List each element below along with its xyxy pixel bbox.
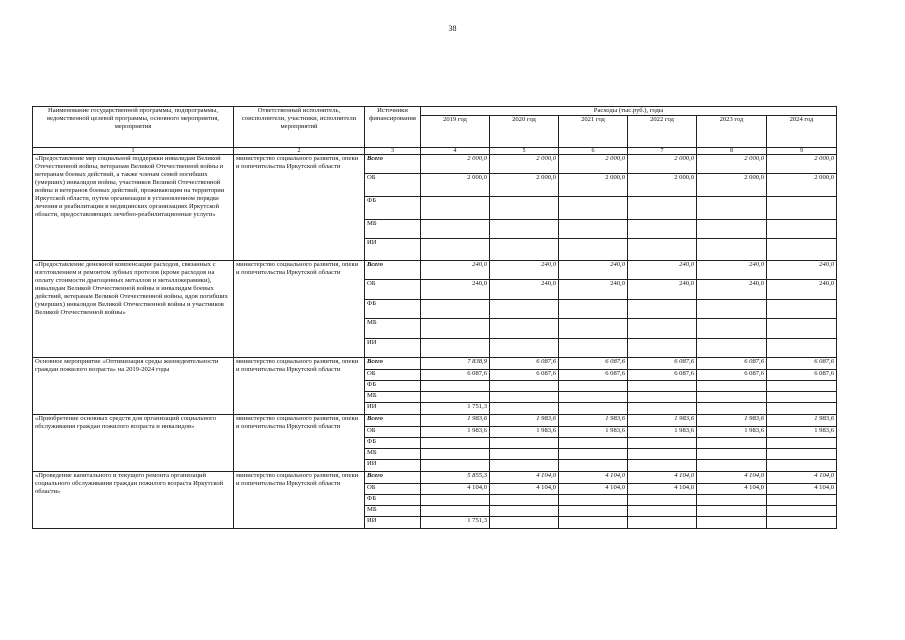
funding-source: МБ xyxy=(365,449,421,460)
funding-source: ФБ xyxy=(365,197,421,220)
expense-value xyxy=(767,339,837,358)
expense-value xyxy=(767,319,837,339)
funding-source: ОБ xyxy=(365,174,421,197)
executor: министерство социального развития, опеки и попечительства Иркутской области xyxy=(234,415,365,472)
column-number: 6 xyxy=(559,148,628,155)
expense-value xyxy=(559,460,628,472)
expense-value xyxy=(767,506,837,517)
expense-value: 4 104,0 xyxy=(697,472,767,484)
funding-source: Всего xyxy=(365,261,421,280)
expense-value: 6 087,6 xyxy=(421,370,490,381)
expense-value xyxy=(490,438,559,449)
table-row xyxy=(33,472,837,484)
expense-value: 240,0 xyxy=(697,261,767,280)
expense-value: 240,0 xyxy=(767,280,837,300)
expense-value xyxy=(421,381,490,392)
expense-value xyxy=(421,319,490,339)
funding-source: МБ xyxy=(365,319,421,339)
expense-value: 240,0 xyxy=(628,261,697,280)
expense-value xyxy=(628,197,697,220)
expense-value xyxy=(628,381,697,392)
funding-source: ФБ xyxy=(365,438,421,449)
expense-value: 6 087,6 xyxy=(767,370,837,381)
expense-value xyxy=(421,339,490,358)
column-number: 2 xyxy=(234,148,365,155)
expense-value xyxy=(767,392,837,403)
table-row xyxy=(33,358,837,370)
expense-value: 2 000,0 xyxy=(559,174,628,197)
header-year: 2020 год xyxy=(490,116,559,148)
expense-value xyxy=(767,460,837,472)
expense-value xyxy=(490,381,559,392)
expense-value: 1 983,6 xyxy=(697,415,767,427)
expense-value xyxy=(697,220,767,239)
header-year: 2019 год xyxy=(421,116,490,148)
expense-value xyxy=(490,449,559,460)
expense-value: 4 104,0 xyxy=(767,472,837,484)
expense-value: 240,0 xyxy=(628,280,697,300)
funding-source: Всего xyxy=(365,415,421,427)
funding-source: ИИ xyxy=(365,239,421,261)
funding-source: ОБ xyxy=(365,370,421,381)
expense-value: 4 104,0 xyxy=(628,472,697,484)
expense-value: 240,0 xyxy=(559,261,628,280)
expense-value: 1 983,6 xyxy=(767,415,837,427)
expense-value xyxy=(559,495,628,506)
funding-source: ФБ xyxy=(365,300,421,319)
funding-source: ИИ xyxy=(365,460,421,472)
funding-source: МБ xyxy=(365,392,421,403)
expense-value xyxy=(697,460,767,472)
expense-value xyxy=(490,339,559,358)
expense-value xyxy=(490,300,559,319)
header-year: 2021 год xyxy=(559,116,628,148)
expense-value xyxy=(628,392,697,403)
expense-value: 240,0 xyxy=(421,261,490,280)
expense-value xyxy=(490,392,559,403)
header-year: 2022 год xyxy=(628,116,697,148)
expense-value: 240,0 xyxy=(559,280,628,300)
expense-value xyxy=(490,506,559,517)
executor: министерство социального развития, опеки и попечительства Иркутской области xyxy=(234,358,365,415)
header-year: 2023 год xyxy=(697,116,767,148)
expense-value xyxy=(767,381,837,392)
expense-value xyxy=(628,495,697,506)
expense-value xyxy=(767,495,837,506)
expense-value xyxy=(697,438,767,449)
funding-source: МБ xyxy=(365,220,421,239)
expense-value xyxy=(421,449,490,460)
expense-value xyxy=(559,403,628,415)
header-source: Источники финансирования xyxy=(365,107,421,148)
expense-value: 6 087,6 xyxy=(490,370,559,381)
funding-source: Всего xyxy=(365,472,421,484)
expense-value xyxy=(421,438,490,449)
table-row xyxy=(33,415,837,427)
expense-value xyxy=(559,239,628,261)
expense-value xyxy=(559,392,628,403)
expense-value xyxy=(490,403,559,415)
column-number: 5 xyxy=(490,148,559,155)
funding-source: ИИ xyxy=(365,517,421,529)
expense-value xyxy=(421,495,490,506)
column-number: 4 xyxy=(421,148,490,155)
expense-value xyxy=(559,449,628,460)
expense-value xyxy=(767,438,837,449)
expense-value xyxy=(697,239,767,261)
table-body xyxy=(33,155,837,529)
expense-value: 4 104,0 xyxy=(490,484,559,495)
funding-source: ФБ xyxy=(365,381,421,392)
funding-source: ИИ xyxy=(365,403,421,415)
funding-source: ИИ xyxy=(365,339,421,358)
expense-value xyxy=(421,197,490,220)
expense-value: 4 104,0 xyxy=(628,484,697,495)
expense-value: 2 000,0 xyxy=(628,155,697,174)
expense-value xyxy=(628,506,697,517)
expense-value: 6 087,6 xyxy=(559,358,628,370)
expense-value: 4 104,0 xyxy=(490,472,559,484)
expense-value xyxy=(767,300,837,319)
expense-value: 2 000,0 xyxy=(767,155,837,174)
expense-value: 4 104,0 xyxy=(421,484,490,495)
expense-value xyxy=(697,339,767,358)
expense-value: 1 983,6 xyxy=(490,415,559,427)
expense-value: 6 087,6 xyxy=(628,370,697,381)
expense-value: 240,0 xyxy=(490,261,559,280)
expense-value: 6 087,6 xyxy=(767,358,837,370)
expense-value: 2 000,0 xyxy=(697,155,767,174)
column-number: 3 xyxy=(365,148,421,155)
executor: министерство социального развития, опеки и попечительства Иркутской области xyxy=(234,472,365,529)
expense-value: 5 855,3 xyxy=(421,472,490,484)
expense-value xyxy=(559,381,628,392)
expense-value xyxy=(767,239,837,261)
expense-value: 240,0 xyxy=(490,280,559,300)
expense-value xyxy=(697,319,767,339)
funding-source: ОБ xyxy=(365,484,421,495)
expense-value xyxy=(490,495,559,506)
table-row xyxy=(33,155,837,174)
expense-value xyxy=(421,239,490,261)
expense-value xyxy=(628,319,697,339)
budget-table xyxy=(32,106,837,529)
expense-value xyxy=(697,517,767,529)
expense-value xyxy=(767,517,837,529)
expense-value: 1 751,3 xyxy=(421,517,490,529)
executor: министерство социального развития, опеки и попечительства Иркутской области xyxy=(234,261,365,358)
expense-value: 1 983,6 xyxy=(490,427,559,438)
event-name: Основное мероприятие «Оптимизация среды жизнедеятельности граждан пожилого возраста» на 2019-2024 годы xyxy=(33,358,234,415)
expense-value xyxy=(628,403,697,415)
expense-value xyxy=(421,460,490,472)
expense-value xyxy=(490,197,559,220)
expense-value: 2 000,0 xyxy=(559,155,628,174)
expense-value: 1 983,6 xyxy=(767,427,837,438)
expense-value: 2 000,0 xyxy=(767,174,837,197)
column-number: 1 xyxy=(33,148,234,155)
expense-value: 4 104,0 xyxy=(559,472,628,484)
expense-value xyxy=(697,403,767,415)
expense-value xyxy=(559,517,628,529)
expense-value xyxy=(490,319,559,339)
funding-source: МБ xyxy=(365,506,421,517)
expense-value: 2 000,0 xyxy=(697,174,767,197)
expense-value: 1 983,6 xyxy=(421,415,490,427)
expense-value xyxy=(767,403,837,415)
expense-value: 6 087,6 xyxy=(697,358,767,370)
column-number: 8 xyxy=(697,148,767,155)
expense-value xyxy=(628,339,697,358)
expense-value: 6 087,6 xyxy=(490,358,559,370)
expense-value xyxy=(697,495,767,506)
expense-value: 1 751,3 xyxy=(421,403,490,415)
executor: министерство социального развития, опеки и попечительства Иркутской области xyxy=(234,155,365,261)
expense-value xyxy=(628,517,697,529)
expense-value xyxy=(421,220,490,239)
page-number: 38 xyxy=(448,24,457,33)
funding-source: ОБ xyxy=(365,280,421,300)
expense-value: 240,0 xyxy=(767,261,837,280)
header-year: 2024 год xyxy=(767,116,837,148)
funding-source: ФБ xyxy=(365,495,421,506)
expense-value: 1 983,6 xyxy=(559,415,628,427)
event-name: «Проведение капитального и текущего ремонта организаций социального обслуживания граждан пожилого возраста Иркутской области» xyxy=(33,472,234,529)
expense-value xyxy=(490,460,559,472)
expense-value xyxy=(559,220,628,239)
expense-value: 4 104,0 xyxy=(559,484,628,495)
expense-value: 2 000,0 xyxy=(490,174,559,197)
event-name: «Предоставление денежной компенсации расходов, связанных с изготовлением и ремонтом зубных протезов (кроме расходов на оплату стоимости драгоценных металлов и металлокерамики), инвалидам Великой Отечественной войны и инвалидам боевых действий, ветеранам Великой Отечественной войны, вдов погибших (умерших) инвалидов Великой Отечественной войны и участников Великой Отечественной войны» xyxy=(33,261,234,358)
expense-value xyxy=(767,197,837,220)
expense-value xyxy=(697,449,767,460)
expense-value: 1 983,6 xyxy=(697,427,767,438)
column-number: 9 xyxy=(767,148,837,155)
expense-value xyxy=(697,506,767,517)
expense-value xyxy=(559,197,628,220)
event-name: «Приобретение основных средств для организаций социального обслуживания граждан пожилого возраста и инвалидов» xyxy=(33,415,234,472)
expense-value xyxy=(697,197,767,220)
funding-source: Всего xyxy=(365,155,421,174)
expense-value xyxy=(559,506,628,517)
expense-value xyxy=(490,220,559,239)
header-expenses: Расходы (тыс.руб.), годы xyxy=(421,107,837,116)
expense-value: 6 087,6 xyxy=(697,370,767,381)
expense-value: 240,0 xyxy=(697,280,767,300)
expense-value xyxy=(559,319,628,339)
expense-value xyxy=(628,449,697,460)
expense-value xyxy=(767,220,837,239)
expense-value: 7 838,9 xyxy=(421,358,490,370)
expense-value: 1 983,6 xyxy=(421,427,490,438)
expense-value xyxy=(421,392,490,403)
expense-value: 2 000,0 xyxy=(421,174,490,197)
expense-value xyxy=(697,392,767,403)
funding-source: Всего xyxy=(365,358,421,370)
expense-value: 1 983,6 xyxy=(559,427,628,438)
expense-value: 6 087,6 xyxy=(559,370,628,381)
expense-value xyxy=(628,460,697,472)
table-row xyxy=(33,261,837,280)
expense-value xyxy=(767,449,837,460)
expense-value xyxy=(559,300,628,319)
expense-value xyxy=(628,300,697,319)
header-name: Наименование государственной программы, подпрограммы, ведомственной целевой программы, основного мероприятия, мероприятия xyxy=(33,107,234,148)
expense-value xyxy=(628,220,697,239)
expense-value: 4 104,0 xyxy=(767,484,837,495)
expense-value xyxy=(490,517,559,529)
expense-value: 240,0 xyxy=(421,280,490,300)
expense-value xyxy=(421,300,490,319)
expense-value xyxy=(697,300,767,319)
expense-value: 2 000,0 xyxy=(628,174,697,197)
expense-value xyxy=(559,438,628,449)
expense-value: 2 000,0 xyxy=(421,155,490,174)
funding-source: ОБ xyxy=(365,427,421,438)
expense-value: 2 000,0 xyxy=(490,155,559,174)
event-name: «Предоставление мер социальной поддержки инвалидам Великой Отечественной войны, ветеранам Великой Отечественной войны и ветеранам боевых действий, а также членам семей погибших (умерших) инвалидов войны, участников Великой Отечественной войны и ветеранов боевых действий, проживающим на территории Иркутской области, путем организации в установленном порядке лечения и реабилитации в медицинских организациях Иркутской области, предоставляющих лечебно-реабилитационные услуги» xyxy=(33,155,234,261)
expense-value: 1 983,6 xyxy=(628,415,697,427)
expense-value: 4 104,0 xyxy=(697,484,767,495)
expense-value xyxy=(628,438,697,449)
expense-value xyxy=(490,239,559,261)
expense-value xyxy=(421,506,490,517)
expense-value: 6 087,6 xyxy=(628,358,697,370)
header-executor: Ответственный исполнитель, соисполнители, участники, исполнители мероприятий xyxy=(234,107,365,148)
expense-value xyxy=(697,381,767,392)
expense-value xyxy=(628,239,697,261)
expense-value: 1 983,6 xyxy=(628,427,697,438)
expense-value xyxy=(559,339,628,358)
column-number: 7 xyxy=(628,148,697,155)
